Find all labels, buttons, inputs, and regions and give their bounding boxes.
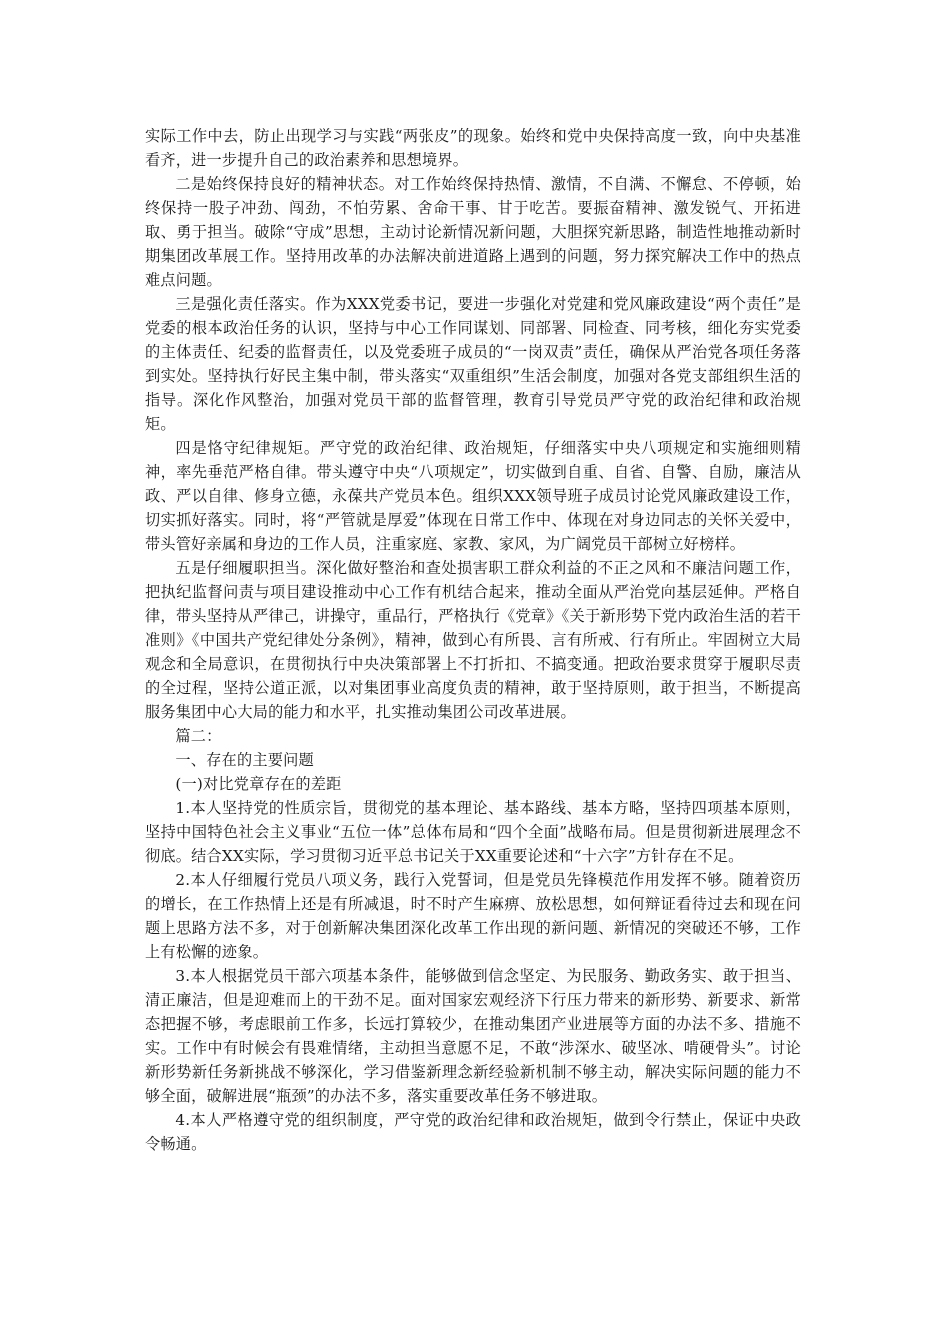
paragraph-duty: 五是仔细履职担当。深化做好整治和查处损害职工群众利益的不正之风和不廉洁问题工作，把执纪监督问责与项目建设推动中心工作有机结合起来，推动全面从严治党向基层延伸。严格自律，带头坚持从严律己，讲操守，重品行，严格执行《党章》《关于新形势下党内政治生活的若干准则》《中国共产党纪律处分条例》，精神，做到心有所畏、言有所戒、行有所止。牢固树立大局观念和全局意识，在贯彻执行中央决策部署上不打折扣、不搞变通。把政治要求贯穿于履职尽责的全过程，坚持公道正派，以对集团事业高度负责的精神，敢于坚持原则，敢于担当，不断提高服务集团中心大局的能力和水平，扎实推动集团公司改革进展。 (145, 559, 801, 721)
paragraph-discipline: 四是恪守纪律规矩。严守党的政治纪律、政治规矩，仔细落实中央八项规定和实施细则精神，率先垂范严格自律。带头遵守中央“八项规定”，切实做到自重、自省、自警、自励，廉洁从政、严以自律、修身立德，永葆共产党员本色。组织XXX领导班子成员讨论党风廉政建设工作，切实抓好落实。同时，将“严管就是厚爱”体现在日常工作中、体现在对身边同志的关怀关爱中，带头管好亲属和身边的工作人员，注重家庭、家教、家风，为广阔党员干部树立好榜样。 (145, 439, 801, 553)
section-heading-part-two: 篇二： (175, 727, 222, 745)
paragraph-responsibility: 三是强化责任落实。作为XXX党委书记，要进一步强化对党建和党风廉政建设“两个责任”是党委的根本政治任务的认识，坚持与中心工作同谋划、同部署、同检查、同考核，细化夯实党委的主体责任、纪委的监督责任，以及党委班子成员的“一岗双责”责任，确保从严治党各项任务落到实处。坚持执行好民主集中制，带头落实“双重组织”生活会制度，加强对各党支部组织生活的指导。深化作风整治，加强对党员干部的监督管理，教育引导党员严守党的政治纪律和政治规矩。 (145, 295, 801, 433)
list-item-1: 1.本人坚持党的性质宗旨，贯彻党的基本理论、基本路线、基本方略，坚持四项基本原则，坚持中国特色社会主义事业“五位一体”总体布局和“四个全面”战略布局。但是贯彻新进展理念不彻底。结合XX实际，学习贯彻习近平总书记关于XX重要论述和“十六字”方针存在不足。 (145, 799, 801, 865)
paragraph-continuation: 实际工作中去，防止出现学习与实践“两张皮”的现象。始终和党中央保持高度一致，向中央基准看齐，进一步提升自己的政治素养和思想境界。 (145, 127, 801, 169)
document-body (145, 124, 801, 1156)
list-item-2: 2.本人仔细履行党员八项义务，践行入党誓词，但是党员先锋模范作用发挥不够。随着资历的增长，在工作热情上还是有所减退，时不时产生麻痹、放松思想，如何辩证看待过去和现在问题上思路方法不多，对于创新解决集团深化改革工作出现的新问题、新情况的突破还不够，工作上有松懈的迹象。 (145, 871, 801, 961)
list-item-3: 3.本人根据党员干部六项基本条件，能够做到信念坚定、为民服务、勤政务实、敢于担当、清正廉洁，但是迎难而上的干劲不足。面对国家宏观经济下行压力带来的新形势、新要求、新常态把握不够，考虑眼前工作多，长远打算较少，在推动集团产业进展等方面的办法不多、措施不实。工作中有时候会有畏难情绪，主动担当意愿不足，不敢“涉深水、破坚冰、啃硬骨头”。讨论新形势新任务新挑战不够深化，学习借鉴新理念新经验新机制不够主动，解决实际问题的能力不够全面，破解进展“瓶颈”的办法不多，落实重要改革任务不够进取。 (145, 967, 801, 1105)
paragraph-spirit: 二是始终保持良好的精神状态。对工作始终保持热情、激情，不自满、不懈怠、不停顿，始终保持一股子冲劲、闯劲，不怕劳累、舍命干事、甘于吃苦。要振奋精神、激发锐气、开拓进取、勇于担当。破除“守成”思想，主动讨论新情况新问题，大胆探究新思路，制造性地推动新时期集团改革展工作。坚持用改革的办法解决前进道路上遇到的问题，努力探究解决工作中的热点难点问题。 (145, 175, 801, 289)
subsection-heading-charter-gap: (一)对比党章存在的差距 (175, 775, 342, 793)
list-item-4: 4.本人严格遵守党的组织制度，严守党的政治纪律和政治规矩，做到令行禁止，保证中央政令畅通。 (145, 1111, 801, 1153)
section-heading-main-problems: 一、存在的主要问题 (175, 751, 314, 769)
